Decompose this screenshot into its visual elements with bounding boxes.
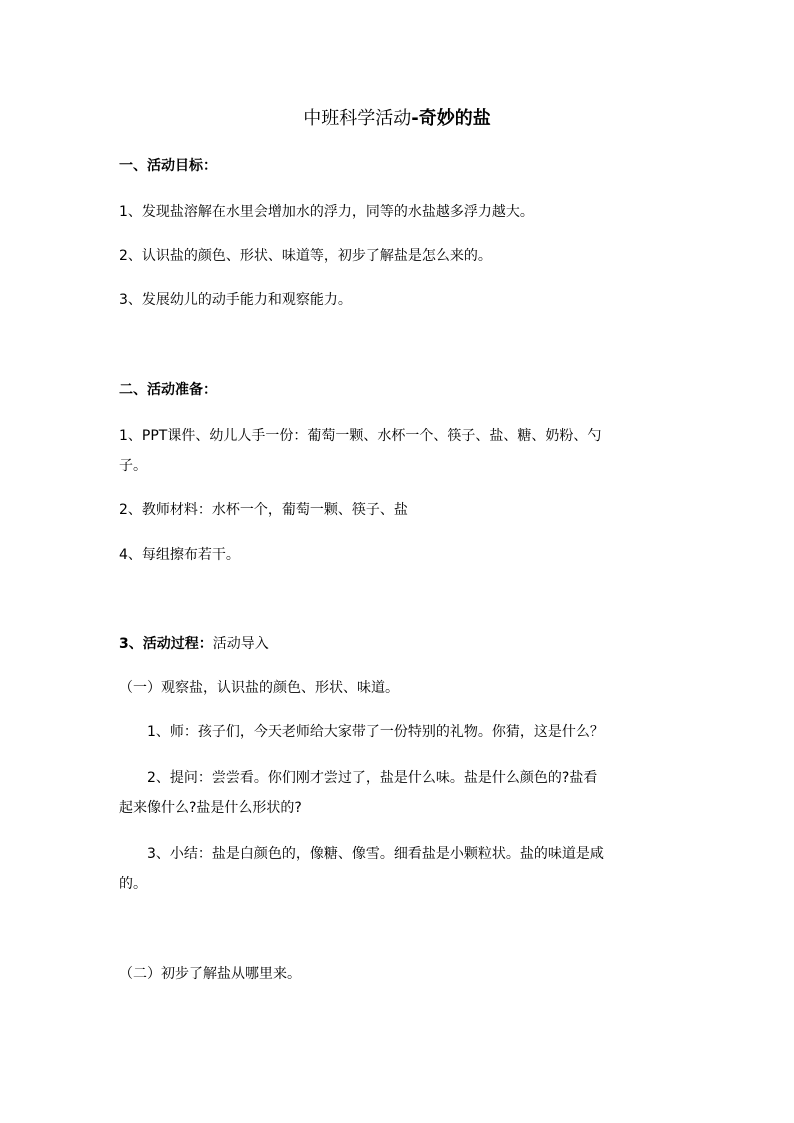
process-step-2-line-1: 2、提问：尝尝看。你们刚才尝过了，盐是什么味。盐是什么颜色的?盐看 bbox=[147, 770, 598, 786]
document-title bbox=[0, 107, 794, 131]
section-3-heading bbox=[119, 634, 269, 654]
section-3-heading-rest: 活动导入 bbox=[212, 636, 269, 652]
process-step-1: 1、师：孩子们，今天老师给大家带了一份特别的礼物。你猜，这是什么？ bbox=[147, 724, 604, 740]
section-2-heading: 二、活动准备： bbox=[119, 382, 217, 398]
section-1-heading: 一、活动目标： bbox=[119, 158, 217, 174]
subsection-2-heading: （二）初步了解盐从哪里来。 bbox=[119, 966, 301, 982]
prep-item-1-line-2: 子。 bbox=[119, 458, 147, 474]
process-step-2-line-2: 起来像什么?盐是什么形状的? bbox=[119, 800, 302, 816]
section-3-heading-bold: 3、活动过程： bbox=[119, 636, 213, 652]
title-part-1: 中班科学活动 bbox=[303, 108, 412, 129]
subsection-1-heading: （一）观察盐，认识盐的颜色、形状、味道。 bbox=[119, 680, 399, 696]
goal-item-3: 3、发展幼儿的动手能力和观察能力。 bbox=[119, 292, 352, 308]
prep-item-3: 4、每组擦布若干。 bbox=[119, 547, 240, 563]
title-part-2: -奇妙的盐 bbox=[411, 108, 491, 129]
goal-item-2: 2、认识盐的颜色、形状、味道等，初步了解盐是怎么来的。 bbox=[119, 248, 492, 264]
process-step-3-line-2: 的。 bbox=[119, 876, 147, 892]
goal-item-1: 1、发现盐溶解在水里会增加水的浮力，同等的水盐越多浮力越大。 bbox=[119, 204, 534, 220]
prep-item-2: 2、教师材料：水杯一个，葡萄一颗、筷子、盐 bbox=[119, 502, 408, 518]
process-step-3-line-1: 3、小结：盐是白颜色的，像糖、像雪。细看盐是小颗粒状。盐的味道是咸 bbox=[147, 846, 604, 862]
prep-item-1-line-1: 1、PPT课件、幼儿人手一份：葡萄一颗、水杯一个、筷子、盐、糖、奶粉、勺 bbox=[119, 428, 602, 444]
